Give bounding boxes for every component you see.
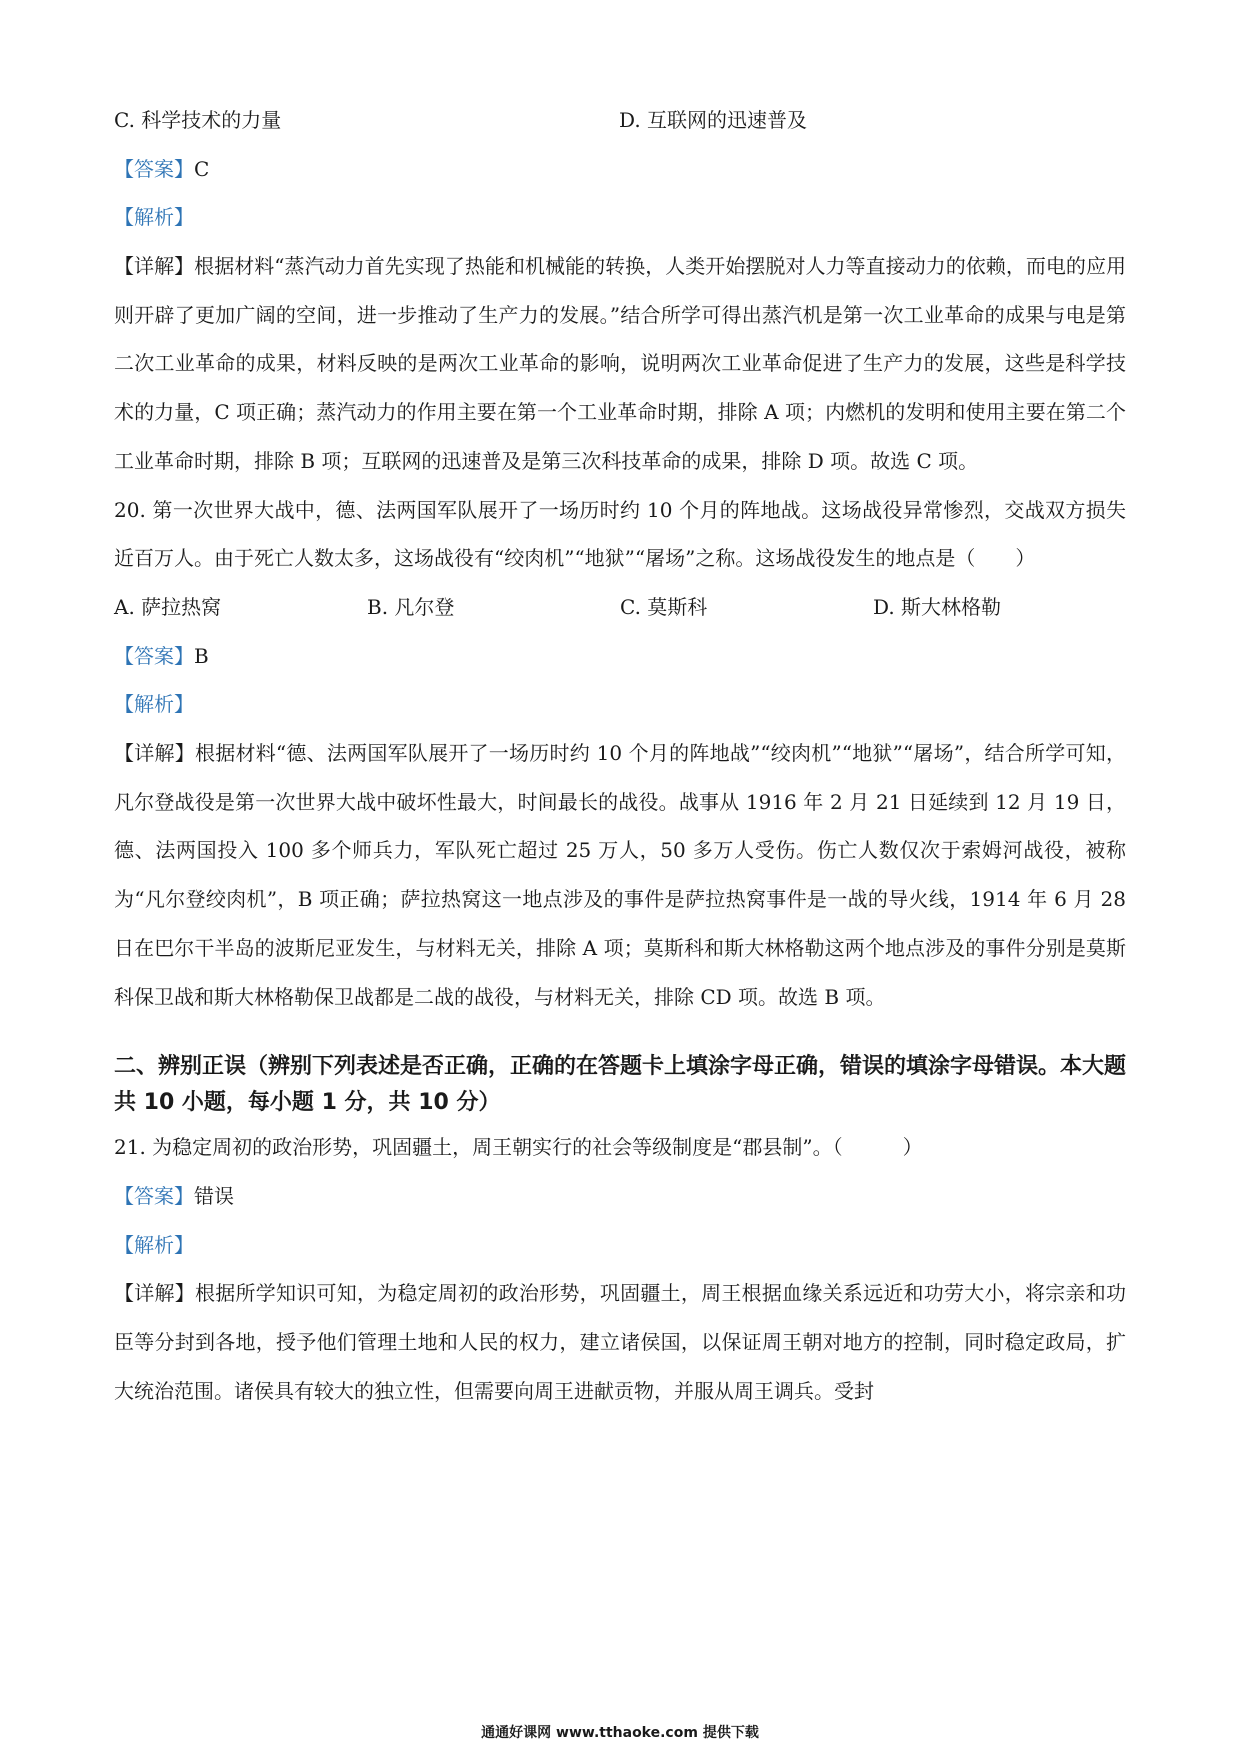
q19-detail — [114, 242, 1126, 486]
page-footer: 通通好课网 www.tthaoke.com 提供下载 — [481, 1725, 759, 1741]
answer-value: 错误 — [194, 1183, 234, 1208]
q19-options — [114, 96, 1126, 145]
answer-tag: 【答案】 — [114, 643, 194, 668]
q20-options — [114, 583, 1126, 632]
answer-tag: 【答案】 — [114, 156, 194, 181]
q21-answer — [114, 1172, 1126, 1221]
q20-option-a: A. 萨拉热窝 — [114, 594, 222, 619]
q20-stem: 20. 第一次世界大战中，德、法两国军队展开了一场历时约 10 个月的阵地战。这场战役异常惨烈，交战双方损失近百万人。由于死亡人数太多，这场战役有“绞肉机”“地狱”“屠场”之称。这场战役发生的地点是（ ） — [114, 497, 1126, 571]
q19-analysis-heading — [114, 193, 1126, 242]
detail-tag: 【详解】 — [114, 254, 195, 279]
q19-answer — [114, 145, 1126, 194]
q20-option-c: C. 莫斯科 — [620, 594, 708, 619]
answer-tag: 【答案】 — [114, 1183, 194, 1208]
q21-analysis-heading — [114, 1221, 1126, 1270]
q21-stem — [114, 1123, 1126, 1172]
detail-tag: 【详解】 — [114, 1281, 195, 1306]
detail-tag: 【详解】 — [114, 741, 195, 766]
answer-value: C — [194, 156, 210, 181]
q20-detail — [114, 729, 1126, 1021]
answer-value: B — [194, 643, 209, 668]
q20-option-b: B. 凡尔登 — [367, 594, 455, 619]
q19-option-c: C. 科学技术的力量 — [114, 108, 282, 132]
analysis-tag: 【解析】 — [114, 1232, 194, 1257]
section-2-title: 二、辨别正误（辨别下列表述是否正确，正确的在答题卡上填涂字母正确，错误的填涂字母错误。本大题共 10 小题，每小题 1 分，共 10 分） — [114, 1054, 1127, 1116]
q20-answer — [114, 632, 1126, 681]
q19-option-d: D. 互联网的迅速普及 — [619, 108, 808, 132]
q20-option-d: D. 斯大林格勒 — [873, 594, 1002, 619]
q20-analysis-heading — [114, 680, 1126, 729]
q21-detail — [114, 1269, 1126, 1415]
q21-stem-close: ） — [902, 1135, 923, 1160]
detail-text: 根据材料“德、法两国军队展开了一场历时约 10 个月的阵地战”“绞肉机”“地狱”“屠场”，结合所学可知，凡尔登战役是第一次世界大战中破坏性最大，时间最长的战役。战事从 1916 年 2 月 21 日延续到 12 月 19 日，德、法两国投入 100 多个师兵力，军队死亡超过 25 万人，50 多万人受伤。伤亡人数仅次于索姆河战役，被称为“凡尔登绞肉机”，B 项正确；萨拉热窝这一地点涉及的事件是萨拉热窝事件是一战的导火线，1914 年 6 月 28 日在巴尔干半岛的波斯尼亚发生，与材料无关，排除 A 项；莫斯科和斯大林格勒这两个地点涉及的事件分别是莫斯科保卫战和斯大林格勒保卫战都是二战的战役，与材料无关，排除 CD 项。故选 B 项。 — [114, 741, 1126, 1009]
detail-text: 根据材料“蒸汽动力首先实现了热能和机械能的转换，人类开始摆脱对人力等直接动力的依赖，而电的应用则开辟了更加广阔的空间，进一步推动了生产力的发展。”结合所学可得出蒸汽机是第一次工业革命的成果与电是第二次工业革命的成果，材料反映的是两次工业革命的影响，说明两次工业革命促进了生产力的发展，这些是科学技术的力量，C 项正确；蒸汽动力的作用主要在第一个工业革命时期，排除 A 项；内燃机的发明和使用主要在第二个工业革命时期，排除 B 项；互联网的迅速普及是第三次科技革命的成果，排除 D 项。故选 C 项。 — [114, 254, 1127, 473]
detail-text: 根据所学知识可知，为稳定周初的政治形势，巩固疆土，周王根据血缘关系远近和功劳大小，将宗亲和功臣等分封到各地，授予他们管理土地和人民的权力，建立诸侯国，以保证周王朝对地方的控制，同时稳定政局，扩大统治范围。诸侯具有较大的独立性，但需要向周王进献贡物，并服从周王调兵。受封 — [114, 1281, 1127, 1403]
page-content — [114, 96, 1126, 1415]
q21-stem-text: 21. 为稳定周初的政治形势，巩固疆土，周王朝实行的社会等级制度是“郡县制”。（ — [114, 1135, 843, 1160]
analysis-tag: 【解析】 — [114, 692, 194, 717]
analysis-tag: 【解析】 — [114, 205, 194, 230]
